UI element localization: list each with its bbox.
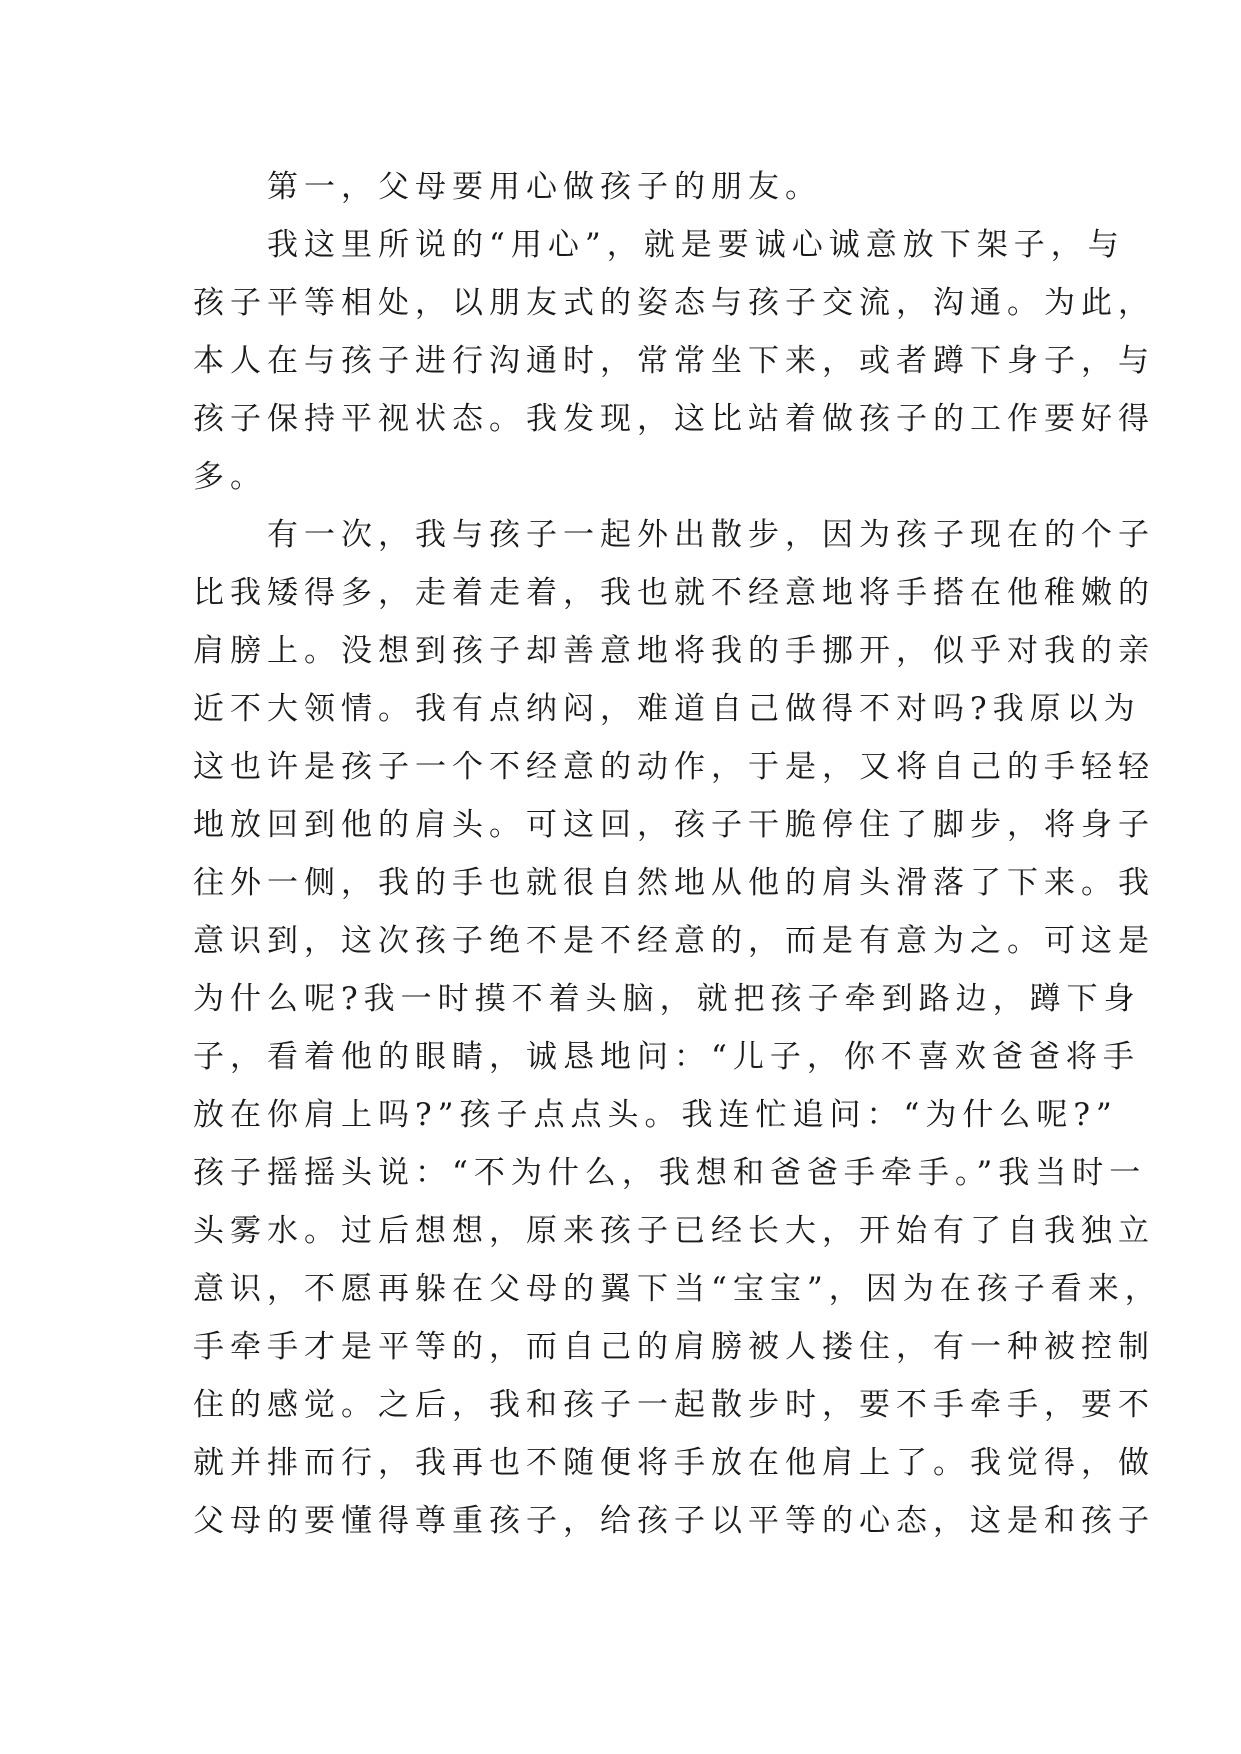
text-line: 孩子平等相处，以朋友式的姿态与孩子交流，沟通。为此， bbox=[193, 285, 1155, 321]
text-line: 手牵手才是平等的，而自己的肩膀被人搂住，有一种被控制 bbox=[193, 1329, 1155, 1365]
text-line: 住的感觉。之后，我和孩子一起散步时，要不手牵手，要不 bbox=[193, 1387, 1155, 1423]
text-line: 地放回到他的肩头。可这回，孩子干脆停住了脚步，将身子 bbox=[193, 807, 1155, 843]
text-line: 有一次，我与孩子一起外出散步，因为孩子现在的个子 bbox=[193, 517, 1155, 553]
text-line: 多。 bbox=[193, 459, 267, 495]
text-line: 子，看着他的眼睛，诚恳地问：“儿子，你不喜欢爸爸将手 bbox=[193, 1039, 1140, 1075]
text-line: 肩膀上。没想到孩子却善意地将我的手挪开，似乎对我的亲 bbox=[193, 633, 1155, 669]
text-line: 意识，不愿再躲在父母的翼下当“宝宝”，因为在孩子看来， bbox=[193, 1271, 1162, 1307]
document-body bbox=[193, 158, 1162, 1550]
text-line: 我这里所说的“用心”，就是要诚心诚意放下架子，与 bbox=[193, 227, 1125, 263]
text-line: 这也许是孩子一个不经意的动作，于是，又将自己的手轻轻 bbox=[193, 749, 1155, 785]
text-line: 意识到，这次孩子绝不是不经意的，而是有意为之。可这是 bbox=[193, 923, 1155, 959]
text-line: 放在你肩上吗?”孩子点点头。我连忙追问：“为什么呢?” bbox=[193, 1097, 1118, 1133]
text-line: 为什么呢?我一时摸不着头脑，就把孩子牵到路边，蹲下身 bbox=[193, 981, 1141, 1017]
text-line: 本人在与孩子进行沟通时，常常坐下来，或者蹲下身子，与 bbox=[193, 343, 1155, 379]
text-line: 头雾水。过后想想，原来孩子已经长大，开始有了自我独立 bbox=[193, 1213, 1155, 1249]
heading-line: 第一，父母要用心做孩子的朋友。 bbox=[193, 169, 822, 205]
text-line: 近不大领情。我有点纳闷，难道自己做得不对吗?我原以为 bbox=[193, 691, 1141, 727]
text-line: 就并排而行，我再也不随便将手放在他肩上了。我觉得，做 bbox=[193, 1445, 1155, 1481]
text-line: 父母的要懂得尊重孩子，给孩子以平等的心态，这是和孩子 bbox=[193, 1503, 1155, 1539]
text-line: 比我矮得多，走着走着，我也就不经意地将手搭在他稚嫩的 bbox=[193, 575, 1155, 611]
text-line: 孩子摇摇头说：“不为什么，我想和爸爸手牵手。”我当时一 bbox=[193, 1155, 1147, 1191]
text-line: 往外一侧，我的手也就很自然地从他的肩头滑落了下来。我 bbox=[193, 865, 1155, 901]
text-line: 孩子保持平视状态。我发现，这比站着做孩子的工作要好得 bbox=[193, 401, 1155, 437]
